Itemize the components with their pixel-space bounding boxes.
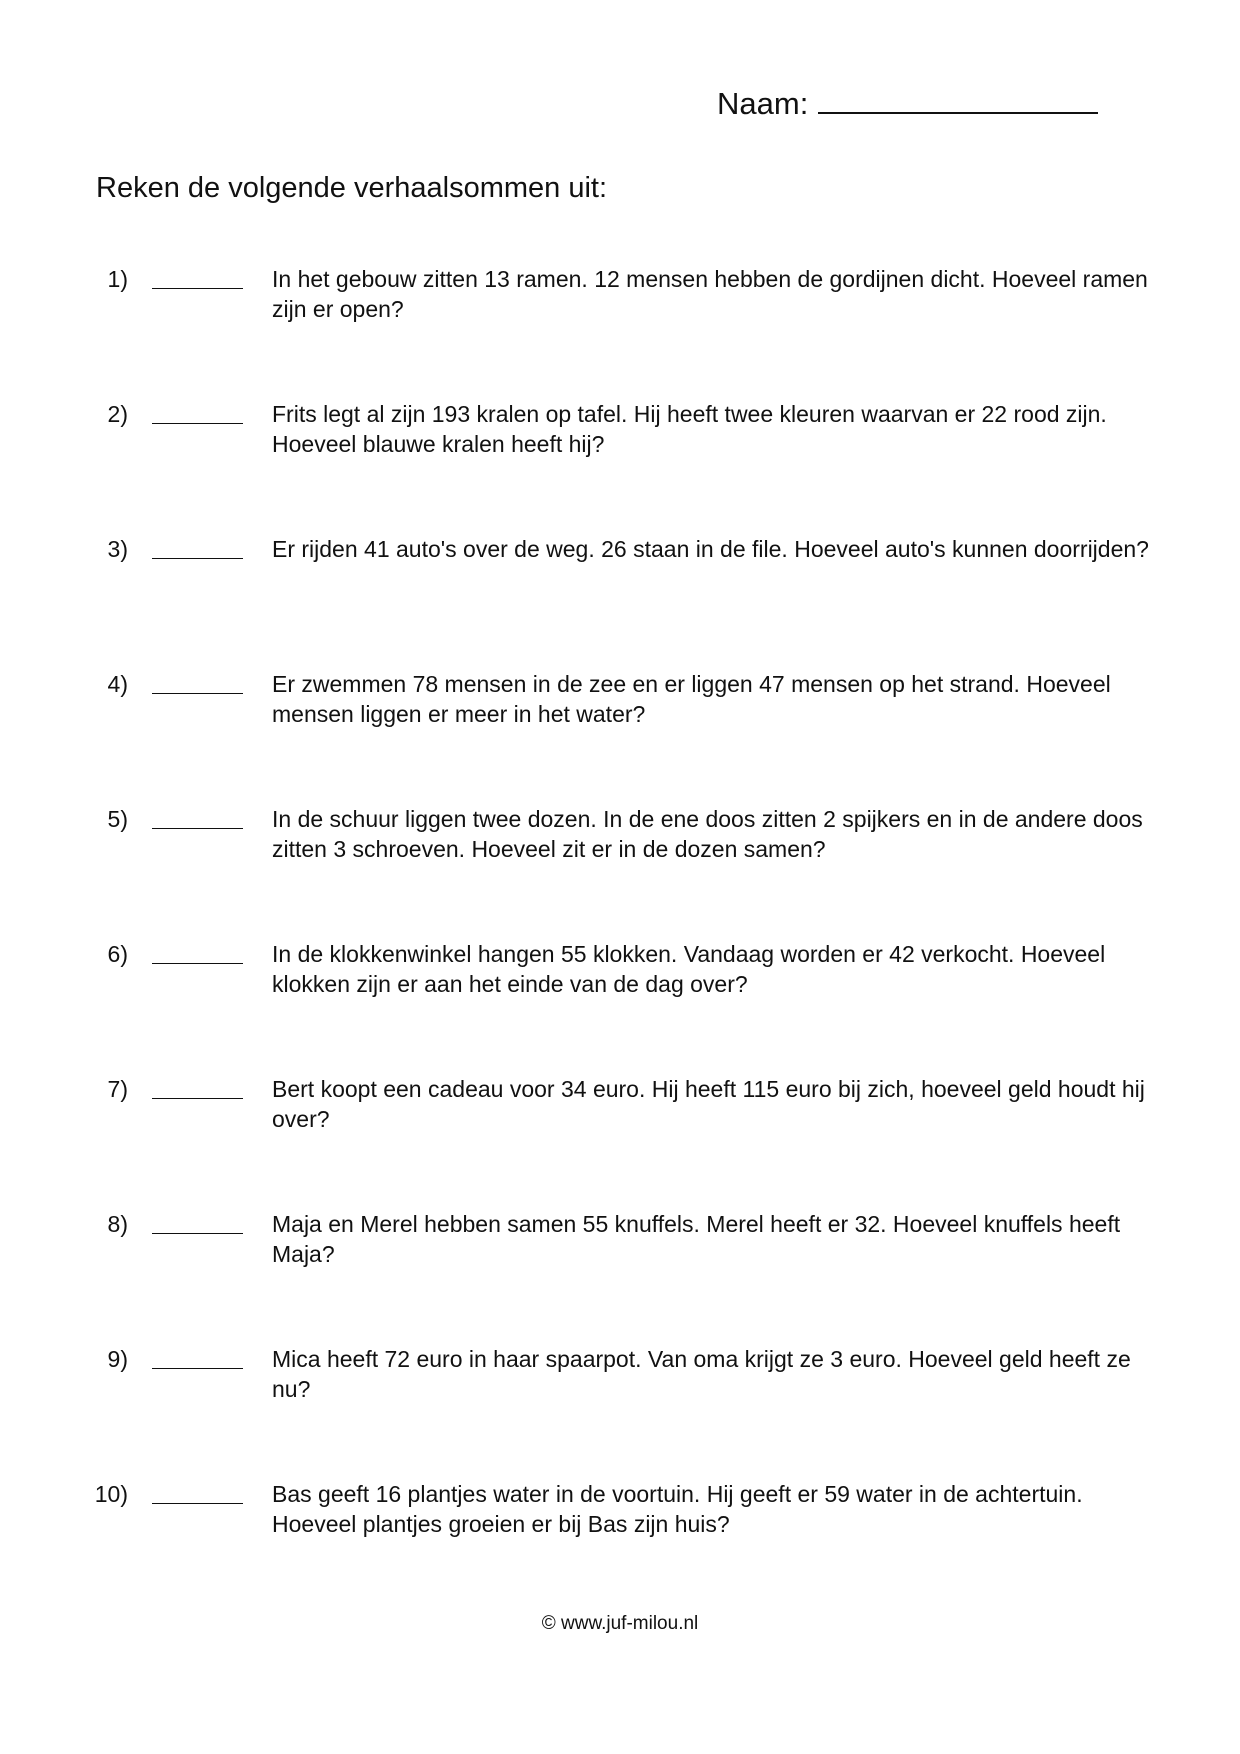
problem-item (0, 1344, 1240, 1424)
problem-number: 6) (107, 941, 128, 967)
problem-text: Bas geeft 16 plantjes water in de voortuin. Hij geeft er 59 water in de achtertuin. Hoeveel plantjes groeien er bij Bas zijn huis? (272, 1481, 1083, 1537)
problem-text: Er rijden 41 auto's over de weg. 26 staan in de file. Hoeveel auto's kunnen doorrijden? (272, 536, 1149, 562)
problem-item (0, 1074, 1240, 1154)
problem-item (0, 534, 1240, 614)
problem-text: Mica heeft 72 euro in haar spaarpot. Van oma krijgt ze 3 euro. Hoeveel geld heeft ze nu? (272, 1346, 1131, 1402)
problem-text: Er zwemmen 78 mensen in de zee en er liggen 47 mensen op het strand. Hoeveel mensen liggen er meer in het water? (272, 671, 1111, 727)
problem-text: Maja en Merel hebben samen 55 knuffels. Merel heeft er 32. Hoeveel knuffels heeft Maja? (272, 1211, 1121, 1267)
problem-text: Bert koopt een cadeau voor 34 euro. Hij heeft 115 euro bij zich, hoeveel geld houdt hij over? (272, 1076, 1145, 1132)
problem-item (0, 264, 1240, 344)
problem-text: In de klokkenwinkel hangen 55 klokken. Vandaag worden er 42 verkocht. Hoeveel klokken zijn er aan het einde van de dag over? (272, 941, 1106, 997)
problem-number: 3) (107, 536, 128, 562)
problem-item (0, 669, 1240, 749)
instruction-heading: Reken de volgende verhaalsommen uit: (96, 172, 608, 204)
problem-item (0, 399, 1240, 479)
name-field (717, 82, 1098, 122)
problem-number: 9) (107, 1346, 128, 1372)
problem-item (0, 804, 1240, 884)
name-blank-line[interactable] (818, 82, 1098, 114)
answer-blank-line[interactable] (152, 963, 243, 964)
problem-number: 1) (107, 266, 128, 292)
answer-blank-line[interactable] (152, 1503, 243, 1504)
problem-number: 4) (107, 671, 128, 697)
answer-blank-line[interactable] (152, 423, 243, 424)
problem-item (0, 1479, 1240, 1559)
problem-number: 2) (107, 401, 128, 427)
problem-text: In het gebouw zitten 13 ramen. 12 mensen hebben de gordijnen dicht. Hoeveel ramen zijn er open? (272, 266, 1148, 322)
answer-blank-line[interactable] (152, 288, 243, 289)
answer-blank-line[interactable] (152, 1233, 243, 1234)
copyright-footer: © www.juf-milou.nl (541, 1613, 699, 1634)
answer-blank-line[interactable] (152, 1368, 243, 1369)
name-label: Naam: (717, 86, 809, 121)
answer-blank-line[interactable] (152, 693, 243, 694)
problem-number: 8) (107, 1211, 128, 1237)
problem-item (0, 939, 1240, 1019)
problem-text: In de schuur liggen twee dozen. In de ene doos zitten 2 spijkers en in de andere doos zitten 3 schroeven. Hoeveel zit er in de dozen samen? (272, 806, 1143, 862)
problem-number: 5) (107, 806, 128, 832)
problem-number: 10) (94, 1481, 128, 1507)
answer-blank-line[interactable] (152, 1098, 243, 1099)
answer-blank-line[interactable] (152, 828, 243, 829)
problem-text: Frits legt al zijn 193 kralen op tafel. Hij heeft twee kleuren waarvan er 22 rood zijn. Hoeveel blauwe kralen heeft hij? (272, 401, 1107, 457)
problem-number: 7) (107, 1076, 128, 1102)
answer-blank-line[interactable] (152, 558, 243, 559)
problem-item (0, 1209, 1240, 1289)
